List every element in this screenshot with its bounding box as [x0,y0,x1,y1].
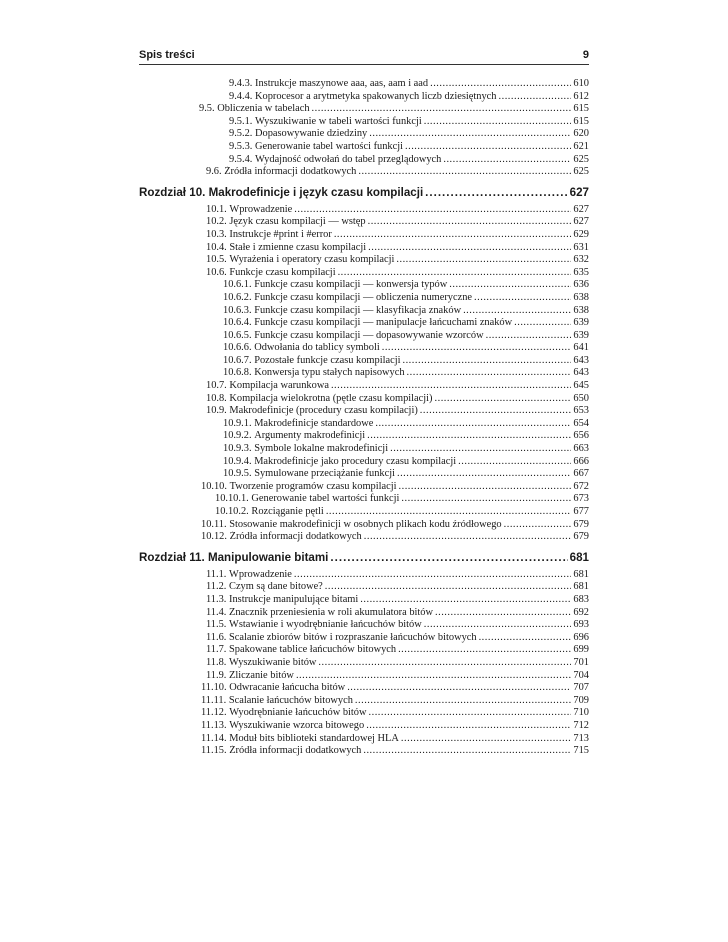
dot-leader [369,707,572,720]
toc-title: Wprowadzenie [229,203,293,215]
toc-number: 11.10. [201,682,227,694]
dot-leader [401,733,572,746]
dot-leader [390,443,571,456]
toc-page-number: 666 [573,455,589,467]
toc-title: Symulowane przeciążanie funkcji [254,468,395,480]
toc-title: Kompilacja wielokrotna (pętle czasu kompilacji) [229,392,433,404]
toc-number: 10.12. [201,531,227,543]
dot-leader [294,204,571,217]
dot-leader [504,519,572,532]
toc-number: 10.8. [206,392,227,404]
toc-chapter-11[interactable] [139,550,589,565]
toc-number: 10.6.2. [223,291,252,303]
toc-page-number: 654 [573,417,589,429]
toc-title: Spakowane tablice łańcuchów bitowych [229,644,397,656]
toc-page-number: 621 [573,140,589,152]
dot-leader [364,531,572,544]
toc-page-number: 620 [573,128,589,140]
dot-leader [425,185,567,200]
dot-leader [463,305,571,318]
toc-entry-10-6-4[interactable] [139,317,589,330]
toc-number: 10.10.2. [215,506,249,517]
toc-title: Generowanie tabel wartości funkcji [255,140,404,152]
dot-leader [368,216,572,229]
toc-entry-9-5-2[interactable] [139,128,589,141]
chapter-page-number: 681 [569,550,589,564]
dot-leader [474,292,571,305]
toc-entry-11-1[interactable] [139,569,589,582]
toc-page-number: 681 [573,581,589,593]
toc-entry-10-9-2[interactable] [139,430,589,443]
toc-entry-11-7[interactable] [139,644,589,657]
toc-page-number: 681 [573,568,589,580]
dot-leader [325,581,572,594]
dot-leader [358,166,571,179]
toc-title: Stałe i zmienne czasu kompilacji [229,241,367,253]
toc-title: Wydajność odwołań do tabel przeglądowych [255,153,442,165]
chapter-title: Makrodefinicje i język czasu kompilacji [208,185,424,199]
toc-number: 10.9.3. [223,443,252,455]
toc-number: 10.7. [206,380,227,392]
dot-leader [355,695,572,708]
toc-entry-10-6-2[interactable] [139,292,589,305]
toc-title: Symbole lokalne makrodefinicji [254,443,389,455]
toc-entry-10-12[interactable] [139,531,589,544]
dot-leader [360,594,571,607]
dot-leader [407,367,572,380]
toc-title: Instrukcje maszynowe aaa, aas, aam i aad [255,78,429,89]
toc-page-number: 632 [573,254,589,266]
dot-leader [366,720,571,733]
toc-number: 10.5. [206,254,227,266]
toc-entry-11-12[interactable] [139,707,589,720]
toc-title: Makrodefinicje standardowe [254,417,374,429]
dot-leader [363,745,571,758]
toc-number: 11.7. [206,644,227,656]
dot-leader [479,632,572,645]
toc-number: 9.4.3. [229,78,253,89]
toc-number: 11.6. [206,631,227,643]
toc-number: 10.6.1. [223,279,252,291]
toc-entry-10-11[interactable] [139,519,589,532]
toc-page-number: 679 [573,531,589,543]
toc-title: Moduł bits biblioteki standardowej HLA [229,732,399,744]
toc-page-number: 704 [573,669,589,681]
toc-entry-11-3[interactable] [139,594,589,607]
toc-title: Instrukcje manipulujące bitami [229,593,359,605]
toc-title: Makrodefinicje jako procedury czasu kompilacji [254,455,457,467]
chapter-page-number: 627 [569,185,589,199]
dot-leader [318,657,571,670]
toc-page-number: 710 [573,707,589,719]
dot-leader [424,116,572,129]
toc-title: Tworzenie programów czasu kompilacji [229,480,397,492]
toc-entry-11-13[interactable] [139,720,589,733]
toc-number: 10.6.4. [223,317,252,329]
toc-page-number: 610 [573,78,589,89]
toc-title: Wyrażenia i operatory czasu kompilacji [229,254,395,266]
toc-number: 10.6. [206,266,227,278]
toc-page-number: 707 [573,682,589,694]
toc-entry-10-6-6[interactable] [139,342,589,355]
toc-entry-10-6-8[interactable] [139,367,589,380]
toc-page-number: 625 [573,153,589,165]
toc-title: Funkcje czasu kompilacji — dopasowywanie wzorców [254,329,484,341]
toc-page-number: 663 [573,443,589,455]
toc-title: Rozciąganie pętli [251,506,324,517]
toc-entry-9-4-4[interactable] [139,91,589,104]
toc-title: Pozostałe funkcje czasu kompilacji [254,354,401,366]
toc-title: Koprocesor a arytmetyka spakowanych liczb dziesiętnych [255,90,497,102]
toc-title: Wyodrębnianie łańcuchów bitów [229,707,367,719]
toc-number: 10.10. [201,480,227,492]
toc-title: Argumenty makrodefinicji [254,430,366,442]
toc-entry-9-6[interactable] [139,166,589,179]
toc-page-number: 672 [573,480,589,492]
chapter-number: Rozdział 10. [139,185,206,199]
toc-title: Język czasu kompilacji — wstęp [229,216,366,228]
toc-entry-9-5-4[interactable] [139,154,589,167]
toc-title: Obliczenia w tabelach [217,103,310,115]
toc-number: 11.2. [206,581,227,593]
table-of-contents [139,78,589,758]
toc-page-number: 631 [573,241,589,253]
toc-number: 9.4.4. [229,90,253,102]
dot-leader [368,242,571,255]
toc-entry-9-5[interactable] [139,103,589,116]
dot-leader [330,550,567,565]
toc-entry-10-1[interactable] [139,204,589,217]
toc-title: Stosowanie makrodefinicji w osobnych plikach kodu źródłowego [229,518,502,530]
toc-title: Wprowadzenie [229,568,292,580]
toc-page-number: 639 [573,329,589,341]
toc-number: 11.4. [206,606,227,618]
dot-leader [405,141,571,154]
toc-title: Źródła informacji dodatkowych [224,166,357,178]
dot-leader [424,619,572,632]
dot-leader [398,644,571,657]
toc-number: 10.10.1. [215,493,249,505]
dot-leader [458,456,571,469]
toc-number: 11.5. [206,619,227,631]
toc-entry-11-10[interactable] [139,682,589,695]
toc-number: 9.5.1. [229,115,253,127]
toc-number: 10.9.2. [223,430,252,442]
toc-page-number: 656 [573,430,589,442]
dot-leader [430,78,571,91]
toc-title: Scalanie łańcuchów bitowych [228,694,353,706]
toc-title: Funkcje czasu kompilacji — konwersja typów [254,279,448,291]
dot-leader [296,670,571,683]
toc-entry-11-6[interactable] [139,632,589,645]
toc-number: 10.6.8. [223,367,252,379]
toc-number: 9.5.3. [229,140,253,152]
dot-leader [449,279,571,292]
toc-entry-10-5[interactable] [139,254,589,267]
toc-page-number: 683 [573,593,589,605]
dot-leader [334,229,572,242]
toc-number: 10.9.5. [223,468,252,480]
toc-number: 11.8. [206,656,227,668]
toc-page-number: 615 [573,115,589,127]
dot-leader [347,682,571,695]
dot-leader [443,154,571,167]
toc-title: Zliczanie bitów [229,669,294,681]
toc-page-number: 629 [573,228,589,240]
toc-entry-10-8[interactable] [139,393,589,406]
dot-leader [331,380,571,393]
toc-page-number: 636 [573,279,589,291]
toc-number: 11.9. [206,669,227,681]
toc-title: Funkcje czasu kompilacji — obliczenia numeryczne [254,291,473,303]
toc-entry-9-4-3[interactable] [139,78,589,91]
toc-number: 10.3. [206,228,227,240]
toc-entry-10-6[interactable] [139,267,589,280]
toc-entry-10-10-1[interactable] [139,493,589,506]
dot-leader [294,569,572,582]
toc-entry-11-8[interactable] [139,657,589,670]
toc-page-number: 667 [573,468,589,480]
toc-entry-10-6-5[interactable] [139,330,589,343]
toc-entry-9-5-1[interactable] [139,116,589,129]
dot-leader [499,91,572,104]
dot-leader [369,128,571,141]
toc-entry-10-9-1[interactable] [139,418,589,431]
toc-page-number: 693 [573,619,589,631]
toc-entry-11-9[interactable] [139,670,589,683]
toc-title: Źródła informacji dodatkowych [229,745,362,757]
toc-entry-11-15[interactable] [139,745,589,758]
toc-title: Scalanie zbiorów bitów i rozpraszanie łańcuchów bitowych [229,631,477,643]
toc-number: 9.5. [199,103,215,115]
toc-page-number: 643 [573,354,589,366]
dot-leader [326,506,572,519]
toc-page-number: 635 [573,266,589,278]
toc-number: 9.6. [206,166,222,178]
dot-leader [514,317,571,330]
toc-number: 11.12. [201,707,227,719]
dot-leader [312,103,572,116]
toc-number: 11.15. [201,745,227,757]
toc-page-number: 696 [573,631,589,643]
toc-page-number: 612 [573,90,589,102]
toc-number: 10.9.1. [223,417,252,429]
toc-title: Czym są dane bitowe? [229,581,323,593]
toc-title: Wyszukiwanie bitów [229,656,317,668]
toc-title: Źródła informacji dodatkowych [229,531,362,543]
toc-page-number: 673 [573,493,589,505]
toc-entry-10-3[interactable] [139,229,589,242]
toc-title: Odwracanie łańcucha bitów [229,682,346,694]
dot-leader [420,405,572,418]
toc-entry-10-6-1[interactable] [139,279,589,292]
toc-title: Makrodefinicje (procedury czasu kompilacji) [229,405,418,417]
toc-page-number: 713 [573,732,589,744]
toc-number: 10.9. [206,405,227,417]
toc-entry-10-9-4[interactable] [139,456,589,469]
toc-entry-10-6-3[interactable] [139,305,589,318]
toc-number: 10.6.7. [223,354,252,366]
toc-title: Kompilacja warunkowa [229,380,329,392]
toc-title: Odwołania do tablicy symboli [254,342,380,354]
dot-leader [367,430,571,443]
toc-title: Funkcje czasu kompilacji [229,266,336,278]
toc-number: 10.2. [206,216,227,228]
toc-title: Wstawianie i wyodrębnianie łańcuchów bitów [229,619,422,631]
toc-title: Funkcje czasu kompilacji — klasyfikacja znaków [254,304,462,316]
toc-number: 11.3. [206,593,227,605]
toc-page-number: 653 [573,405,589,417]
dot-leader [382,342,572,355]
toc-title: Generowanie tabel wartości funkcji [251,493,400,505]
dot-leader [435,607,571,620]
toc-page-number: 625 [573,166,589,178]
toc-page-number: 638 [573,291,589,303]
toc-entry-11-5[interactable] [139,619,589,632]
toc-page-number: 701 [573,656,589,668]
dot-leader [399,481,572,494]
toc-page-number: 699 [573,644,589,656]
toc-page-number: 709 [573,694,589,706]
dot-leader [486,330,572,343]
toc-entry-11-4[interactable] [139,607,589,620]
toc-page-number: 677 [573,506,589,517]
toc-entry-10-9-3[interactable] [139,443,589,456]
toc-page-number: 615 [573,103,589,115]
toc-title: Instrukcje #print i #error [229,228,332,240]
toc-page-number: 650 [573,392,589,404]
dot-leader [396,254,571,267]
toc-chapter-10[interactable] [139,185,589,200]
toc-page-number: 643 [573,367,589,379]
toc-page-number: 692 [573,606,589,618]
toc-title: Konwersja typu stałych napisowych [254,367,405,379]
dot-leader [402,355,571,368]
toc-number: 10.6.5. [223,329,252,341]
toc-page-number: 715 [573,745,589,757]
running-header-page-number: 9 [582,49,589,61]
toc-entry-10-9[interactable] [139,405,589,418]
dot-leader [397,468,571,481]
toc-title: Wyszukiwanie wzorca bitowego [229,719,365,731]
chapter-number: Rozdział 11. [139,550,205,564]
toc-page-number: 627 [573,203,589,215]
toc-number: 11.14. [201,732,227,744]
toc-title: Dopasowywanie dziedziny [255,128,368,140]
toc-number: 10.4. [206,241,227,253]
toc-entry-10-10[interactable] [139,481,589,494]
toc-title: Wyszukiwanie w tabeli wartości funkcji [255,115,422,127]
toc-page-number: 679 [573,518,589,530]
toc-number: 11.13. [201,719,227,731]
toc-entry-10-6-7[interactable] [139,355,589,368]
toc-entry-11-11[interactable] [139,695,589,708]
toc-page-number: 627 [573,216,589,228]
toc-page-number: 645 [573,380,589,392]
toc-entry-10-7[interactable] [139,380,589,393]
toc-number: 10.6.3. [223,304,252,316]
toc-page-number: 712 [573,719,589,731]
toc-number: 10.1. [206,203,227,215]
toc-entry-10-4[interactable] [139,242,589,255]
toc-number: 11.11. [201,694,227,706]
dot-leader [375,418,571,431]
toc-title: Funkcje czasu kompilacji — manipulacje łańcuchami znaków [254,317,513,329]
toc-entry-10-2[interactable] [139,216,589,229]
dot-leader [435,393,572,406]
toc-number: 10.11. [201,518,227,530]
running-header-title: Spis treści [139,49,195,61]
header-rule [139,64,589,65]
toc-entry-11-2[interactable] [139,581,589,594]
toc-page-number: 641 [573,342,589,354]
toc-entry-10-9-5[interactable] [139,468,589,481]
toc-number: 9.5.4. [229,153,253,165]
running-header [139,49,589,65]
toc-number: 9.5.2. [229,128,253,140]
toc-page-number: 638 [573,304,589,316]
toc-title: Znacznik przeniesienia w roli akumulatora bitów [229,606,434,618]
dot-leader [401,493,571,506]
toc-number: 10.6.6. [223,342,252,354]
toc-entry-10-10-2[interactable] [139,506,589,519]
chapter-title: Manipulowanie bitami [207,550,329,564]
toc-number: 11.1. [206,568,227,580]
toc-number: 10.9.4. [223,455,252,467]
toc-entry-9-5-3[interactable] [139,141,589,154]
toc-page-number: 639 [573,317,589,329]
dot-leader [338,267,572,280]
toc-entry-11-14[interactable] [139,733,589,746]
